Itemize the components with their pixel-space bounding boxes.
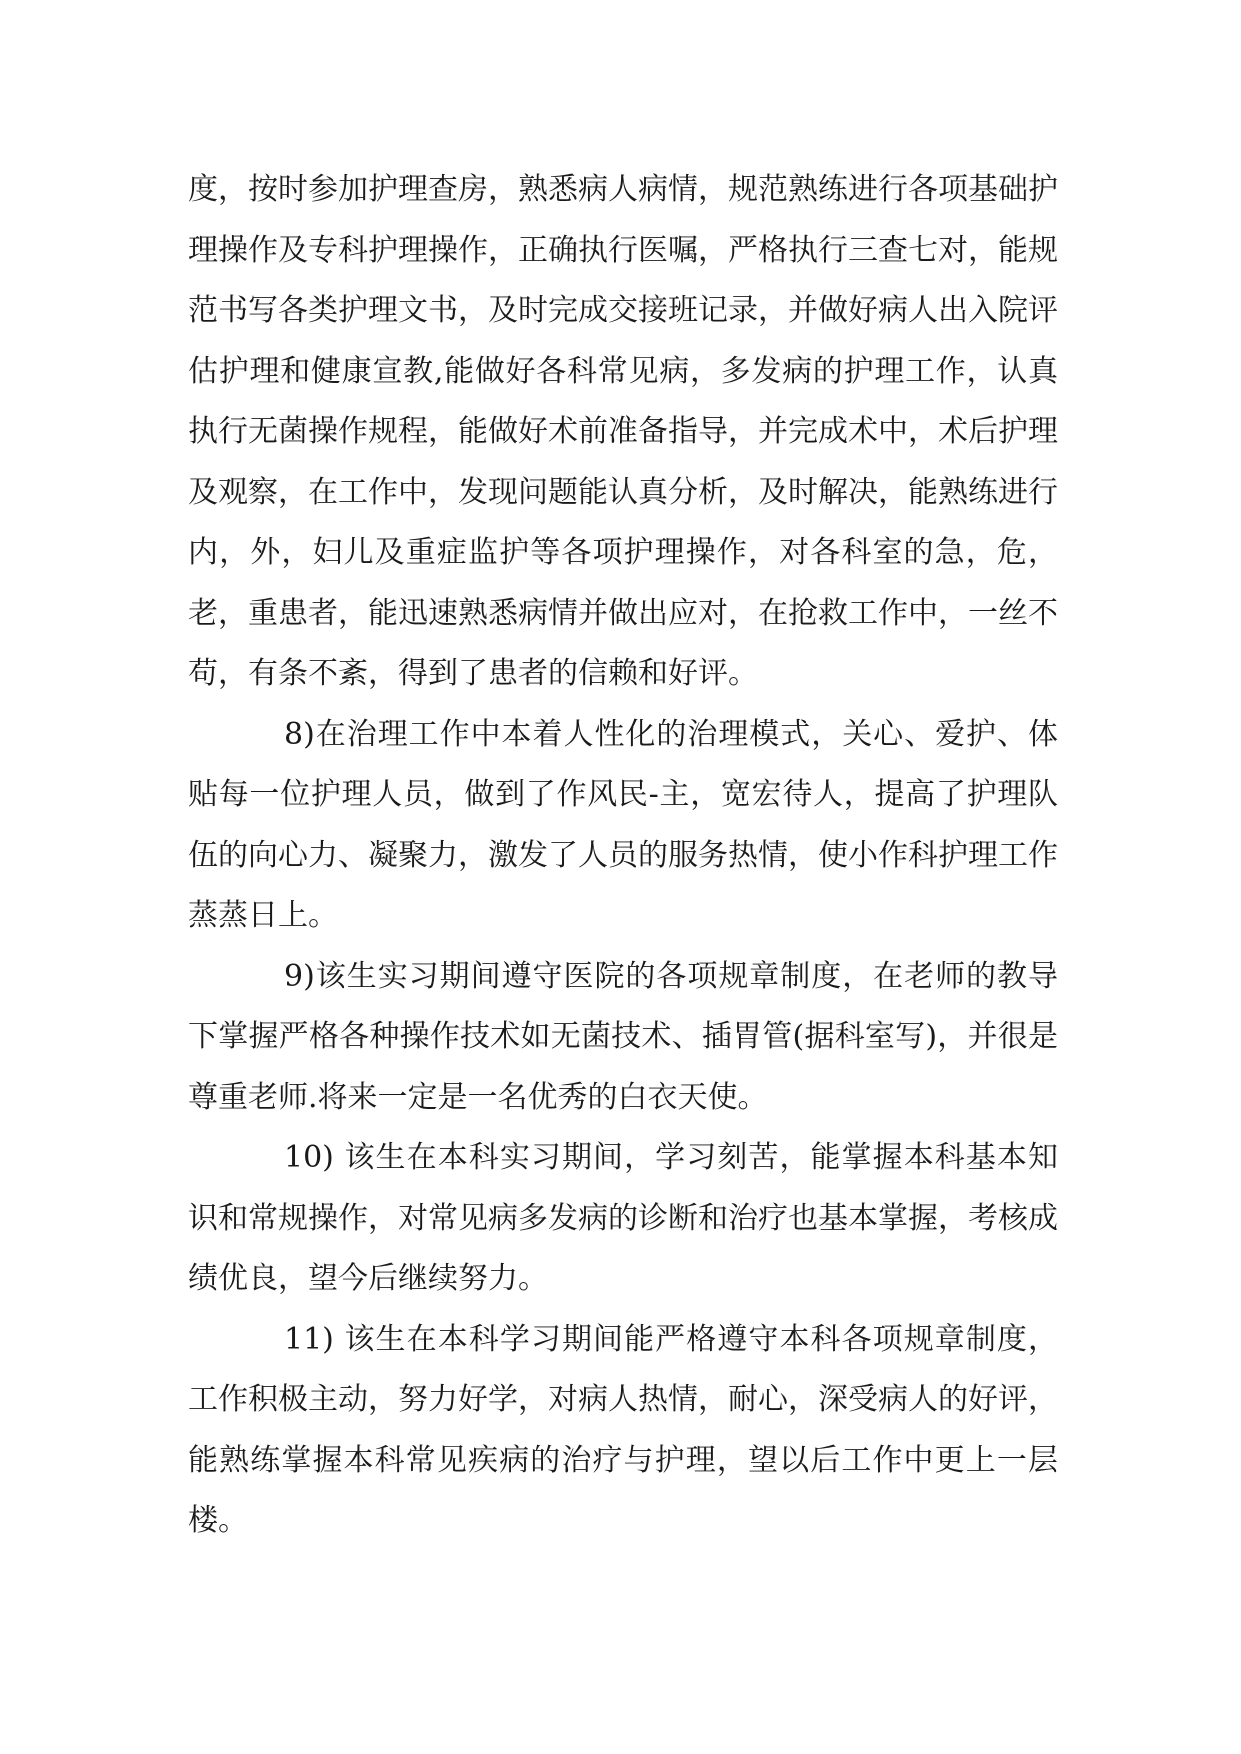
paragraph-continuation: 度，按时参加护理查房，熟悉病人病情，规范熟练进行各项基础护理操作及专科护理操作，正确执行医嘱，严格执行三查七对，能规范书写各类护理文书，及时完成交接班记录，并做好病人出入院评估护理和健康宣教,能做好各科常见病，多发病的护理工作，认真执行无菌操作规程，能做好术前准备指导，并完成术中，术后护理及观察，在工作中，发现问题能认真分析，及时解决，能熟练进行内，外，妇儿及重症监护等各项护理操作，对各科室的急，危，老，重患者，能迅速熟悉病情并做出应对，在抢救工作中，一丝不苟，有条不紊，得到了患者的信赖和好评。 xyxy=(188,172,1058,691)
paragraph-item-11: 11) 该生在本科学习期间能严格遵守本科各项规章制度，工作积极主动，努力好学，对病人热情，耐心，深受病人的好评，能熟练掌握本科常见疾病的治疗与护理，望以后工作中更上一层楼。 xyxy=(188,1321,1058,1538)
paragraph-item-10: 10) 该生在本科实习期间，学习刻苦，能掌握本科基本知识和常规操作，对常见病多发病的诊断和治疗也基本掌握，考核成绩优良，望今后继续努力。 xyxy=(188,1140,1058,1296)
paragraph-item-8: 8)在治理工作中本着人性化的治理模式，关心、爱护、体贴每一位护理人员，做到了作风民-主，宽宏待人，提高了护理队伍的向心力、凝聚力，激发了人员的服务热情，使小作科护理工作蒸蒸日上。 xyxy=(188,716,1058,933)
document-body xyxy=(188,160,1058,1552)
paragraph-item-9: 9)该生实习期间遵守医院的各项规章制度，在老师的教导下掌握严格各种操作技术如无菌技术、插胃管(据科室写)，并很是尊重老师.将来一定是一名优秀的白衣天使。 xyxy=(188,958,1058,1115)
